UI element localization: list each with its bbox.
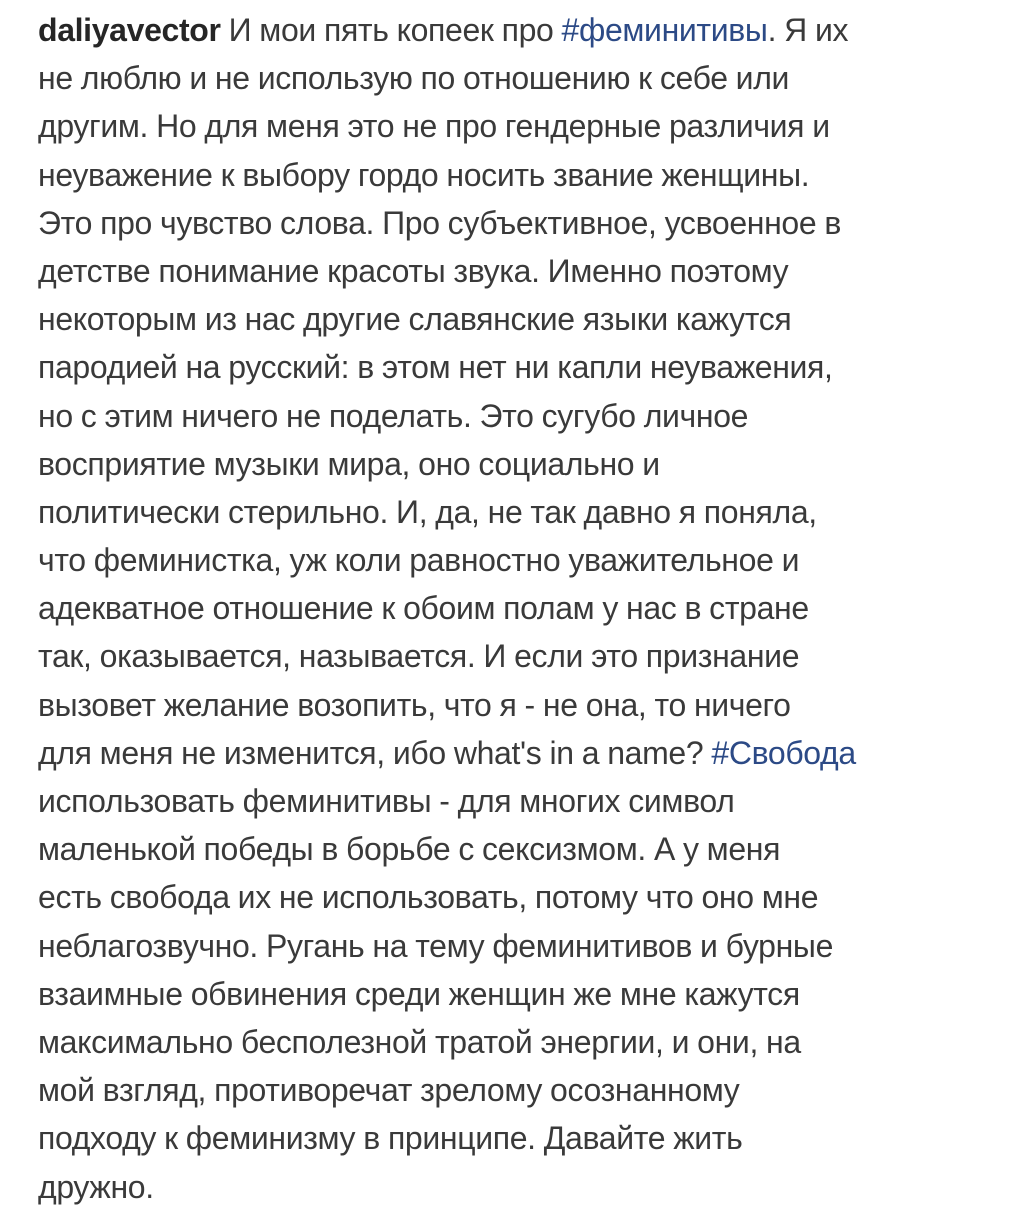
- caption-line: взаимные обвинения среди женщин же мне кажутся: [38, 975, 800, 1012]
- caption-line: мой взгляд, противоречат зрелому осознанному: [38, 1072, 740, 1109]
- caption-line: вызовет желание возопить, что я - не она, то ничего: [38, 686, 791, 723]
- caption-line: некоторым из нас другие славянские языки кажутся: [38, 301, 792, 338]
- caption-line: дружно.: [38, 1168, 154, 1205]
- hashtag-freedom-link[interactable]: #Свобода: [711, 734, 856, 771]
- caption-text: . Я их: [767, 12, 849, 48]
- caption-text: для меня не изменится, ибо what's in a name?: [38, 734, 712, 771]
- username-link[interactable]: daliyavector: [38, 12, 221, 48]
- caption-line: пародией на русский: в этом нет ни капли неуважения,: [38, 349, 833, 386]
- caption-line: неблагозвучно. Ругань на тему феминитивов и бурные: [38, 927, 834, 964]
- caption-line: максимально бесполезной тратой энергии, и они, на: [38, 1023, 801, 1060]
- caption-line: неуважение к выбору гордо носить звание женщины.: [38, 156, 810, 193]
- caption-line: есть свобода их не использовать, потому что оно мне: [38, 879, 819, 916]
- caption-line: маленькой победы в борьбе с сексизмом. А у меня: [38, 831, 781, 868]
- caption-line: [38, 6, 988, 54]
- caption-line: другим. Но для меня это не про гендерные различия и: [38, 108, 830, 145]
- caption-line: восприятие музыки мира, оно социально и: [38, 445, 660, 482]
- caption-line: подходу к феминизму в принципе. Давайте жить: [38, 1120, 743, 1157]
- caption-line: но с этим ничего не поделать. Это сугубо личное: [38, 397, 749, 434]
- caption-text: И мои пять копеек про: [220, 12, 562, 48]
- caption-line: политически стерильно. И, да, не так давно я поняла,: [38, 493, 817, 530]
- caption-line: что феминистка, уж коли равностно уважительное и: [38, 542, 800, 579]
- caption-line: адекватное отношение к обоим полам у нас в стране: [38, 590, 809, 627]
- caption-line: [38, 729, 988, 777]
- post-caption: [38, 6, 988, 1211]
- hashtag-feminitives-link[interactable]: #феминитивы: [561, 12, 768, 48]
- caption-line: детстве понимание красоты звука. Именно поэтому: [38, 252, 789, 289]
- caption-line: так, оказывается, называется. И если это признание: [38, 638, 800, 675]
- caption-line: Это про чувство слова. Про субъективное, усвоенное в: [38, 204, 841, 241]
- caption-line: не люблю и не использую по отношению к себе или: [38, 60, 790, 97]
- caption-line: использовать феминитивы - для многих символ: [38, 783, 735, 819]
